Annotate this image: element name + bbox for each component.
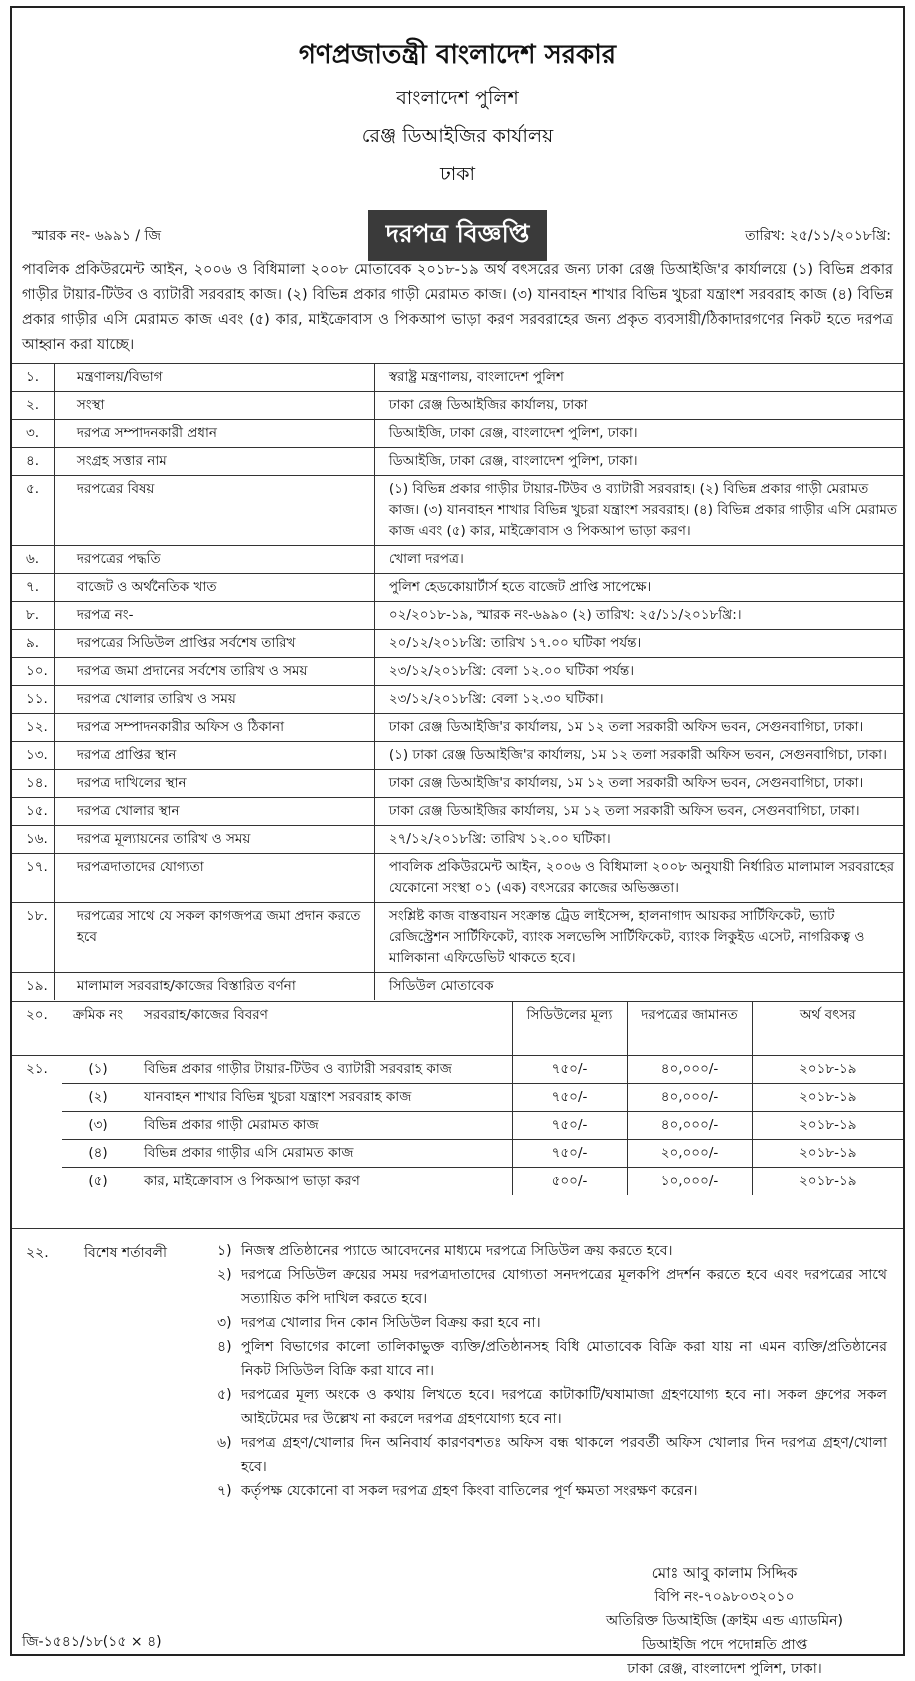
term-item: [217, 1239, 887, 1263]
row-number: [12, 1168, 62, 1196]
detail-number: ৯.: [12, 630, 54, 658]
detail-row: [12, 476, 903, 546]
detail-number: ১৭.: [12, 854, 54, 903]
col-header-schedule-price: সিডিউলের মূল্য: [512, 1002, 627, 1056]
item-serial: (১): [62, 1056, 134, 1084]
item-security: ২০,০০০/-: [627, 1140, 752, 1168]
detail-value: ০২/২০১৮-১৯, স্মারক নং-৬৯৯০ (২) তারিখ: ২৫/১১/২০১৮খ্রি:।: [374, 602, 903, 630]
detail-number: ১৬.: [12, 826, 54, 854]
detail-number: ১০.: [12, 658, 54, 686]
item-serial: (২): [62, 1084, 134, 1112]
notice-title: দরপত্র বিজ্ঞপ্তি: [368, 210, 548, 261]
detail-value: সংশ্লিষ্ট কাজ বাস্তবায়ন সংক্রান্ত ট্রেড লাইসেন্স, হালনাগাদ আয়কর সার্টিফিকেট, ভ্যাট রেজিস্ট্রেশন সার্টিফিকেট, ব্যাংক সলভেন্সি সার্টিফিকেট, ব্যাংক লিকুইড এসেট, নাগরিকত্ব ও মালিকানা এফিডেভিট থাকতে হবে।: [374, 903, 903, 973]
detail-value: (১) ঢাকা রেঞ্জ ডিআইজি'র কার্যালয়, ১ম ১২ তলা সরকারী অফিস ভবন, সেগুনবাগিচা, ঢাকা।: [374, 742, 903, 770]
detail-label: দরপত্রের সাথে যে সকল কাগজপত্র জমা প্রদান করতে হবে: [54, 903, 374, 973]
col-header-serial: ক্রমিক নং: [62, 1002, 134, 1056]
special-terms: [12, 1228, 903, 1499]
detail-label: দরপত্রের বিষয়: [54, 476, 374, 546]
detail-value: সিডিউল মোতাবেক: [374, 973, 903, 1001]
detail-value: ডিআইজি, ঢাকা রেঞ্জ, বাংলাদেশ পুলিশ, ঢাকা।: [374, 420, 903, 448]
detail-label: মালামাল সরবরাহ/কাজের বিস্তারিত বর্ণনা: [54, 973, 374, 1001]
term-number: ৪): [217, 1339, 232, 1355]
detail-label: দরপত্রের পদ্ধতি: [54, 546, 374, 574]
item-fiscal-year: ২০১৮-১৯: [752, 1168, 903, 1196]
term-number: ৩): [217, 1315, 232, 1331]
detail-row: [12, 714, 903, 742]
detail-label: সংগ্রহ সত্তার নাম: [54, 448, 374, 476]
term-item: [217, 1311, 887, 1335]
detail-number: ১৯.: [12, 973, 54, 1001]
items-table: [12, 1001, 903, 1195]
detail-row: [12, 546, 903, 574]
detail-number: ৬.: [12, 546, 54, 574]
item-schedule-price: ৫০০/-: [512, 1168, 627, 1196]
detail-value: ঢাকা রেঞ্জ ডিআইজি'র কার্যালয়, ১ম ১২ তলা সরকারী অফিস ভবন, সেগুনবাগিচা, ঢাকা।: [374, 770, 903, 798]
item-security: ১০,০০০/-: [627, 1168, 752, 1196]
detail-number: ১.: [12, 364, 54, 392]
tender-notice-page: [10, 6, 905, 1677]
row-number: ২১.: [12, 1056, 62, 1084]
detail-label: সংস্থা: [54, 392, 374, 420]
col-header-fiscal-year: অর্থ বৎসর: [752, 1002, 903, 1056]
detail-label: দরপত্রদাতাদের যোগ্যতা: [54, 854, 374, 903]
detail-number: ৭.: [12, 574, 54, 602]
row-number: [12, 1140, 62, 1168]
term-text: পুলিশ বিভাগের কালো তালিকাভুক্ত ব্যক্তি/প্রতিষ্ঠানসহ বিধি মোতাবেক বিক্রি করা যায় না এমন ব্যক্তি/প্রতিষ্ঠানের নিকট সিডিউল বিক্রি করা যাবে না।: [241, 1339, 887, 1379]
detail-value: ঢাকা রেঞ্জ ডিআইজির কার্যালয়, ১ম ১২ তলা সরকারী অফিস ভবন, সেগুনবাগিচা, ঢাকা।: [374, 798, 903, 826]
org-name: বাংলাদেশ পুলিশ: [396, 87, 519, 109]
city-name: ঢাকা: [439, 163, 476, 185]
detail-label: দরপত্র নং-: [54, 602, 374, 630]
detail-label: বাজেট ও অর্থনৈতিক খাত: [54, 574, 374, 602]
item-security: ৪০,০০০/-: [627, 1056, 752, 1084]
term-number: ৫): [217, 1387, 232, 1403]
detail-row: [12, 686, 903, 714]
term-text: দরপত্র গ্রহণ/খোলার দিন অনিবার্য কারণবশতঃ অফিস বন্ধ থাকলে পরবর্তী অফিস খোলার দিন দরপত্র গ্রহণ/খোলা হবে।: [241, 1435, 887, 1475]
detail-row: [12, 903, 903, 973]
term-item: [217, 1383, 887, 1431]
detail-label: দরপত্র মূল্যায়নের তারিখ ও সময়: [54, 826, 374, 854]
term-text: কর্তৃপক্ষ যেকোনো বা সকল দরপত্র গ্রহণ কিংবা বাতিলের পূর্ণ ক্ষমতা সংরক্ষণ করেন।: [241, 1483, 698, 1499]
signatory-promotion: ডিআইজি পদে পদোন্নতি প্রাপ্ত: [641, 1637, 808, 1653]
detail-label: দরপত্র সম্পাদনকারীর অফিস ও ঠিকানা: [54, 714, 374, 742]
detail-label: দরপত্র খোলার স্থান: [54, 798, 374, 826]
detail-row: [12, 602, 903, 630]
detail-value: ২০/১২/২০১৮খ্রি: তারিখ ১৭.০০ ঘটিকা পর্যন্ত।: [374, 630, 903, 658]
term-number: ৬): [217, 1435, 232, 1451]
item-schedule-price: ৭৫০/-: [512, 1112, 627, 1140]
detail-row: [12, 630, 903, 658]
detail-value: খোলা দরপত্র।: [374, 546, 903, 574]
detail-label: দরপত্র দাখিলের স্থান: [54, 770, 374, 798]
memo-number: স্মারক নং- ৬৯৯১ / জি: [32, 228, 162, 244]
detail-row: [12, 574, 903, 602]
detail-label: দরপত্র জমা প্রদানের সর্বশেষ তারিখ ও সময়: [54, 658, 374, 686]
detail-label: দরপত্র প্রাপ্তির স্থান: [54, 742, 374, 770]
detail-value: ঢাকা রেঞ্জ ডিআইজি'র কার্যালয়, ১ম ১২ তলা সরকারী অফিস ভবন, সেগুনবাগিচা, ঢাকা।: [374, 714, 903, 742]
item-security: ৪০,০০০/-: [627, 1084, 752, 1112]
col-header-security: দরপত্রের জামানত: [627, 1002, 752, 1056]
detail-row: [12, 364, 903, 392]
item-row: [12, 1168, 903, 1196]
item-row: [12, 1112, 903, 1140]
item-schedule-price: ৭৫০/-: [512, 1056, 627, 1084]
signatory-office: ঢাকা রেঞ্জ, বাংলাদেশ পুলিশ, ঢাকা।: [627, 1661, 822, 1677]
detail-label: দরপত্র খোলার তারিখ ও সময়: [54, 686, 374, 714]
signatory-bp: বিপি নং-৭০৯৮০৩২০১০: [654, 1589, 795, 1605]
item-fiscal-year: ২০১৮-১৯: [752, 1056, 903, 1084]
detail-number: ৮.: [12, 602, 54, 630]
item-row: [12, 1056, 903, 1084]
detail-number: ৩.: [12, 420, 54, 448]
term-text: দরপত্রের মূল্য অংকে ও কথায় লিখতে হবে। দরপত্রে কাটাকাটি/ঘষামাজা গ্রহণযোগ্য হবে না। সকল গ্রুপের সকল আইটেমের দর উল্লেখ না করলে দরপত্র গ্রহণযোগ্য হবে না।: [241, 1387, 887, 1427]
detail-row: [12, 798, 903, 826]
term-item: [217, 1263, 887, 1311]
notice-date: তারিখ: ২৫/১১/২০১৮খ্রি:: [745, 228, 891, 244]
office-name: রেঞ্জ ডিআইজির কার্যালয়: [361, 125, 554, 147]
detail-row: [12, 658, 903, 686]
items-table-header: [12, 1002, 903, 1056]
term-item: [217, 1335, 887, 1383]
detail-number: ১৪.: [12, 770, 54, 798]
detail-value: ২৭/১২/২০১৮খ্রি: তারিখ ১২.০০ ঘটিকা।: [374, 826, 903, 854]
detail-label: মন্ত্রণালয়/বিভাগ: [54, 364, 374, 392]
detail-number: ৪.: [12, 448, 54, 476]
detail-number: ১২.: [12, 714, 54, 742]
detail-number: ১৩.: [12, 742, 54, 770]
detail-row: [12, 973, 903, 1001]
item-description: বিভিন্ন প্রকার গাড়ীর এসি মেরামত কাজ: [134, 1140, 512, 1168]
item-description: কার, মাইক্রোবাস ও পিকআপ ভাড়া করণ: [134, 1168, 512, 1196]
term-text: নিজস্ব প্রতিষ্ঠানের প্যাডে আবেদনের মাধ্যমে দরপত্রে সিডিউল ক্রয় করতে হবে।: [241, 1243, 673, 1259]
col-header-description: সরবরাহ/কাজের বিবরণ: [134, 1002, 512, 1056]
item-description: বিভিন্ন প্রকার গাড়ীর টায়ার-টিউব ও ব্যাটারী সরবরাহ কাজ: [134, 1056, 512, 1084]
detail-number: ৫.: [12, 476, 54, 546]
detail-value: ডিআইজি, ঢাকা রেঞ্জ, বাংলাদেশ পুলিশ, ঢাকা।: [374, 448, 903, 476]
detail-row: [12, 826, 903, 854]
intro-paragraph: পাবলিক প্রকিউরমেন্ট আইন, ২০০৬ ও বিধিমালা ২০০৮ মোতাবেক ২০১৮-১৯ অর্থ বৎসরের জন্য ঢাকা রেঞ্জ ডিআইজি'র কার্যালয়ে (১) বিভিন্ন প্রকার গাড়ীর টায়ার-টিউব ও ব্যাটারী সরবরাহ কাজ। (২) বিভিন্ন প্রকার গাড়ী মেরামত কাজ। (৩) যানবাহন শাখার বিভিন্ন খুচরা যন্ত্রাংশ সরবরাহ কাজ (৪) বিভিন্ন প্রকার গাড়ীর এসি মেরামত কাজ এবং (৫) কার, মাইক্রোবাস ও পিকআপ ভাড়া করণ সরবরাহের জন্য প্রকৃত ব্যবসায়ী/ঠিকাদারগণের নিকট হতে দরপত্র আহ্বান করা যাচ্ছে।: [22, 262, 893, 353]
item-fiscal-year: ২০১৮-১৯: [752, 1084, 903, 1112]
signatory-name: মোঃ আবু কালাম সিদ্দিক: [651, 1564, 798, 1582]
detail-number: ১১.: [12, 686, 54, 714]
item-description: বিভিন্ন প্রকার গাড়ী মেরামত কাজ: [134, 1112, 512, 1140]
detail-number: ১৫.: [12, 798, 54, 826]
row-number: ২০.: [12, 1002, 62, 1056]
terms-number: ২২.: [26, 1245, 49, 1261]
item-schedule-price: ৭৫০/-: [512, 1140, 627, 1168]
govt-title: গণপ্রজাতন্ত্রী বাংলাদেশ সরকার: [298, 40, 617, 70]
term-text: দরপত্র খোলার দিন কোন সিডিউল বিক্রয় করা হবে না।: [241, 1315, 541, 1331]
item-fiscal-year: ২০১৮-১৯: [752, 1112, 903, 1140]
detail-row: [12, 448, 903, 476]
detail-row: [12, 392, 903, 420]
item-serial: (৩): [62, 1112, 134, 1140]
term-number: ২): [217, 1267, 232, 1283]
detail-row: [12, 854, 903, 903]
footer-code: জি-১৫৪১/১৮(১৫ × ৪): [22, 1634, 162, 1650]
detail-value: (১) বিভিন্ন প্রকার গাড়ীর টায়ার-টিউব ও ব্যাটারী সরবরাহ। (২) বিভিন্ন প্রকার গাড়ী মেরামত কাজ। (৩) যানবাহন শাখার বিভিন্ন খুচরা যন্ত্রাংশ সরবরাহ। (৪) বিভিন্ন প্রকার গাড়ীর এসি মেরামত কাজ এবং (৫) কার, মাইক্রোবাস ও পিকআপ ভাড়া করণ।: [374, 476, 903, 546]
detail-label: দরপত্রের সিডিউল প্রাপ্তির সর্বশেষ তারিখ: [54, 630, 374, 658]
item-serial: (৪): [62, 1140, 134, 1168]
detail-value: ২৩/১২/২০১৮খ্রি: বেলা ১২.৩০ ঘটিকা।: [374, 686, 903, 714]
detail-value: ঢাকা রেঞ্জ ডিআইজির কার্যালয়, ঢাকা: [374, 392, 903, 420]
tender-details-table: [12, 363, 903, 1000]
row-number: [12, 1084, 62, 1112]
item-row: [12, 1140, 903, 1168]
detail-value: পুলিশ হেডকোয়ার্টার্স হতে বাজেট প্রাপ্তি সাপেক্ষে।: [374, 574, 903, 602]
item-serial: (৫): [62, 1168, 134, 1196]
row-number: [12, 1112, 62, 1140]
item-row: [12, 1084, 903, 1112]
term-number: ১): [217, 1243, 232, 1259]
item-schedule-price: ৭৫০/-: [512, 1084, 627, 1112]
signatory-designation: অতিরিক্ত ডিআইজি (ক্রাইম এন্ড এ্যাডমিন): [606, 1613, 843, 1629]
detail-number: ২.: [12, 392, 54, 420]
detail-value: স্বরাষ্ট্র মন্ত্রণালয়, বাংলাদেশ পুলিশ: [374, 364, 903, 392]
signature-block: [606, 1561, 843, 1681]
item-security: ৪০,০০০/-: [627, 1112, 752, 1140]
detail-row: [12, 742, 903, 770]
term-number: ৭): [217, 1483, 232, 1499]
detail-row: [12, 420, 903, 448]
item-description: যানবাহন শাখার বিভিন্ন খুচরা যন্ত্রাংশ সরবরাহ কাজ: [134, 1084, 512, 1112]
terms-list: [217, 1239, 887, 1503]
detail-row: [12, 770, 903, 798]
detail-value: ২৩/১২/২০১৮খ্রি: বেলা ১২.০০ ঘটিকা পর্যন্ত।: [374, 658, 903, 686]
detail-value: পাবলিক প্রকিউরমেন্ট আইন, ২০০৬ ও বিধিমালা ২০০৮ অনুযায়ী নির্ধারিত মালামাল সরবরাহের যেকোনো সংস্থা ০১ (এক) বৎসরের কাজের অভিজ্ঞতা।: [374, 854, 903, 903]
detail-label: দরপত্র সম্পাদনকারী প্রধান: [54, 420, 374, 448]
term-text: দরপত্রে সিডিউল ক্রয়ের সময় দরপত্রদাতাদের যোগ্যতা সনদপত্রের মূলকপি প্রদর্শন করতে হবে এবং দরপত্রের সাথে সত্যায়িত কপি দাখিল করতে হবে।: [241, 1267, 887, 1307]
terms-label: বিশেষ শর্তাবলী: [84, 1245, 167, 1261]
detail-number: ১৮.: [12, 903, 54, 973]
item-fiscal-year: ২০১৮-১৯: [752, 1140, 903, 1168]
term-item: [217, 1431, 887, 1479]
term-item: [217, 1479, 887, 1503]
